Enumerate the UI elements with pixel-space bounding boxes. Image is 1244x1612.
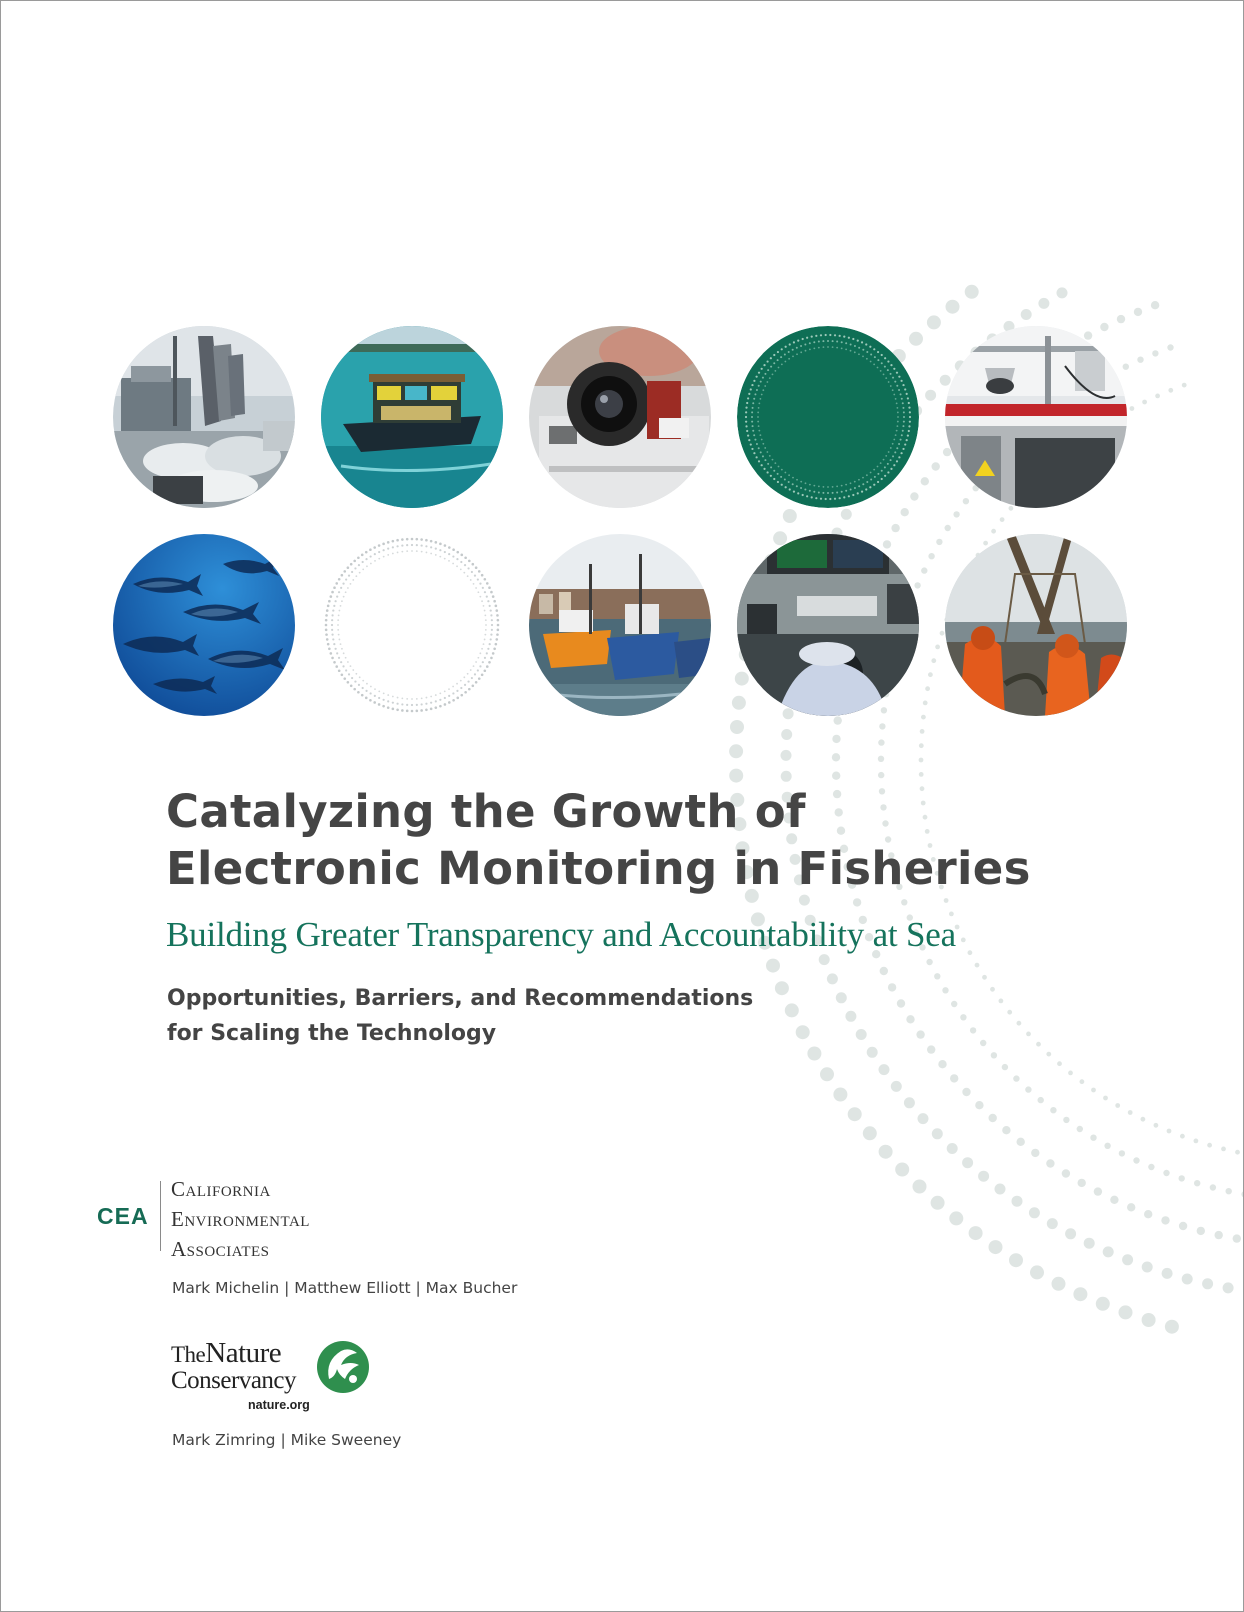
cea-logo-divider <box>160 1181 161 1251</box>
tnc-name-line-2: Conservancy <box>171 1367 297 1394</box>
control-room-operator-photo <box>737 534 919 716</box>
harbor-fishing-boats-photo <box>529 534 711 716</box>
tnc-leaf-icon <box>315 1339 371 1395</box>
report-tagline-line-2: for Scaling the Technology <box>167 1021 497 1046</box>
tnc-name-prefix: The <box>171 1342 206 1367</box>
cea-name-line-3: Associates <box>171 1237 270 1261</box>
cea-logo-name <box>171 1174 310 1264</box>
small-fishing-boat-photo <box>321 326 503 508</box>
green-dotted-circle <box>737 326 919 508</box>
report-subtitle: Building Greater Transparency and Accountability at Sea <box>166 915 956 954</box>
cea-logo-mark: CEA <box>97 1203 149 1229</box>
report-tagline-line-1: Opportunities, Barriers, and Recommendations <box>167 986 754 1011</box>
report-title-line-2: Electronic Monitoring in Fisheries <box>166 842 1031 895</box>
cea-name-line-2: Environmental <box>171 1207 310 1231</box>
tnc-logo-name <box>171 1339 319 1393</box>
report-title-line-1: Catalyzing the Growth of <box>166 785 806 838</box>
monitoring-camera-photo <box>529 326 711 508</box>
cea-name-line-1: California <box>171 1177 271 1201</box>
report-title <box>166 783 1031 897</box>
tnc-authors: Mark Zimring | Mike Sweeney <box>172 1431 402 1449</box>
tnc-name-main: Nature <box>205 1337 282 1369</box>
empty-dotted-circle <box>321 534 503 716</box>
cea-authors: Mark Michelin | Matthew Elliott | Max Bucher <box>172 1279 518 1297</box>
tnc-website: nature.org <box>248 1398 310 1412</box>
tnc-name-line-1 <box>171 1339 319 1369</box>
tuna-school-photo <box>113 534 295 716</box>
mounted-dome-camera-photo <box>945 326 1127 508</box>
tuna-catch-on-deck-photo <box>113 326 295 508</box>
fishermen-hauling-net-photo <box>945 534 1127 716</box>
report-tagline <box>167 981 753 1051</box>
